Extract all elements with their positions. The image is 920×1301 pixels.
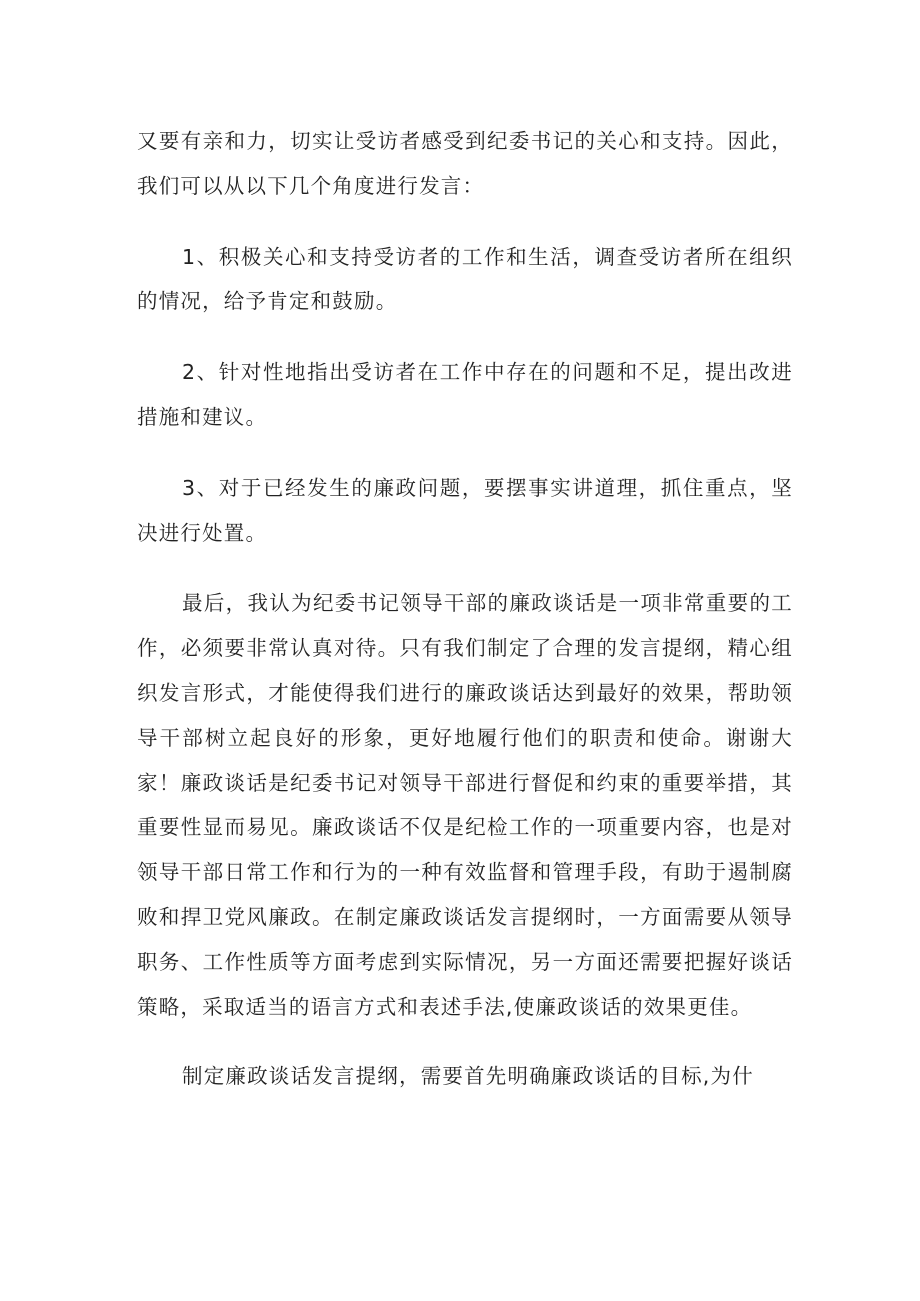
- paragraph-outline-intro: 制定廉政谈话发言提纲，需要首先明确廉政谈话的目标,为什: [182, 1064, 754, 1089]
- paragraph-conclusion: 最后，我认为纪委书记领导干部的廉政谈话是一项非常重要的工作，必须要非常认真对待。只有我们制定了合理的发言提纲，精心组织发言形式，才能使得我们进行的廉政谈话达到最好的效果，帮助领导干部树立起良好的形象，更好地履行他们的职责和使命。谢谢大家！廉政谈话是纪委书记对领导干部进行督促和约束的重要举措，其重要性显而易见。廉政谈话不仅是纪检工作的一项重要内容，也是对领导干部日常工作和行为的一种有效监督和管理手段，有助于遏制腐败和捍卫党风廉政。在制定廉政谈话发言提纲时，一方面需要从领导职务、工作性质等方面考虑到实际情况，另一方面还需要把握好谈话策略，采取适当的语言方式和表述手法,使廉政谈话的效果更佳。: [137, 591, 793, 1019]
- paragraph-point-2: 2、针对性地指出受访者在工作中存在的问题和不足，提出改进措施和建议。: [137, 360, 793, 429]
- document-body: [137, 119, 793, 1099]
- paragraph-point-1: 1、积极关心和支持受访者的工作和生活，调查受访者所在组织的情况，给予肯定和鼓励。: [137, 244, 793, 314]
- paragraph-point-3: 3、对于已经发生的廉政问题，要摆事实讲道理，抓住重点，坚决进行处置。: [137, 475, 793, 545]
- paragraph-continuation: 又要有亲和力，切实让受访者感受到纪委书记的关心和支持。因此，我们可以从以下几个角度进行发言：: [137, 129, 793, 198]
